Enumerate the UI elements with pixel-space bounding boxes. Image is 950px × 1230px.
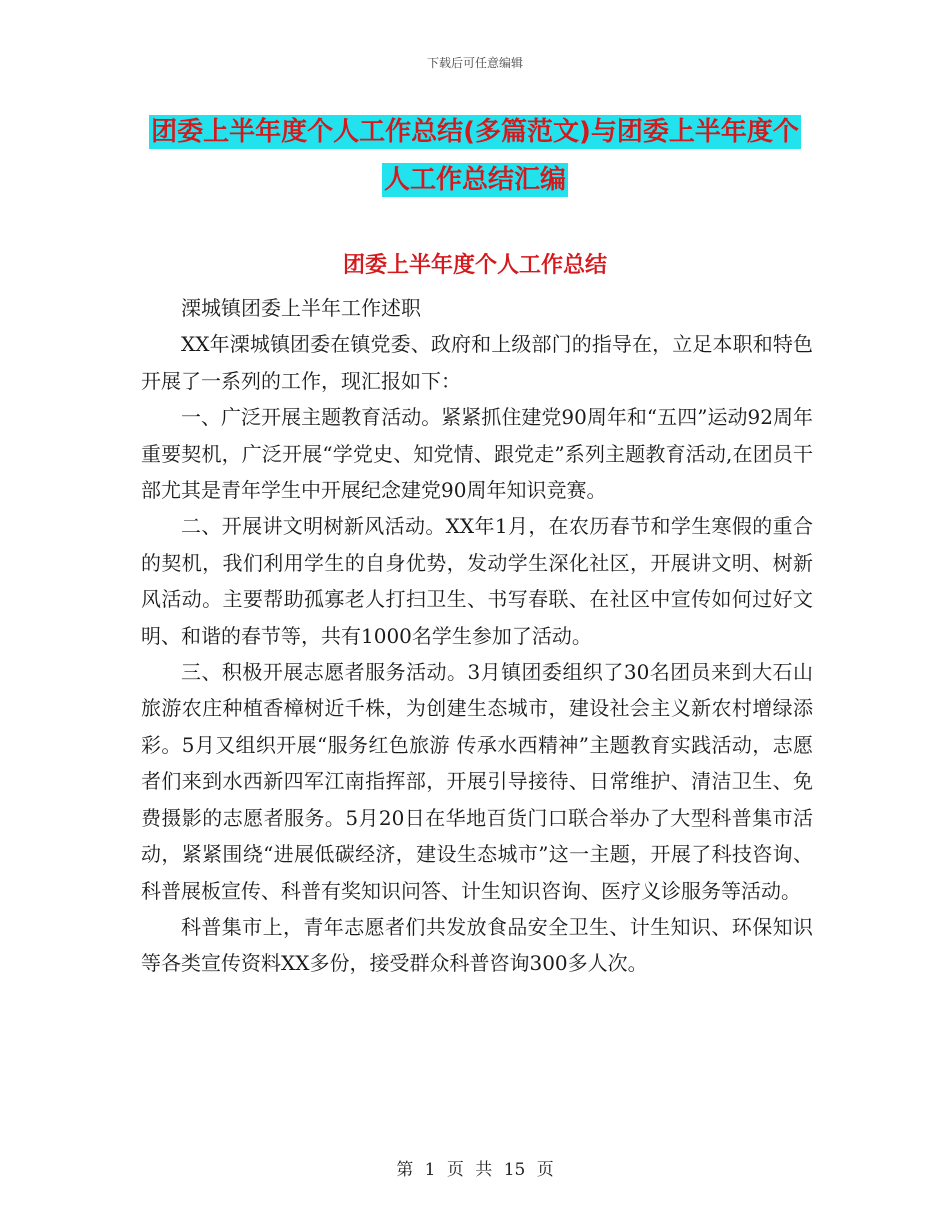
section-title: 团委上半年度个人工作总结 <box>342 253 607 278</box>
document-body <box>141 290 813 982</box>
header-note: 下载后可任意编辑 <box>426 56 523 70</box>
page-footer: 第 1 页 共 15 页 <box>396 1160 554 1180</box>
paragraph-intro-heading: 溧城镇团委上半年工作述职 <box>181 296 421 320</box>
paragraph-overview: XX年溧城镇团委在镇党委、政府和上级部门的指导在，立足本职和特色开展了一系列的工作，现汇报如下： <box>141 332 813 393</box>
paragraph-item-2: 二、开展讲文明树新风活动。XX年1月，在农历春节和学生寒假的重合的契机，我们利用学生的自身优势，发动学生深化社区，开展讲文明、树新风活动。主要帮助孤寡老人打扫卫生、书写春联、在社区中宣传如何过好文明、和谐的春节等，共有1000名学生参加了活动。 <box>141 514 813 648</box>
document-title-text: 团委上半年度个人工作总结(多篇范文)与团委上半年度个人工作总结汇编 <box>151 117 799 195</box>
paragraph-item-3: 三、积极开展志愿者服务活动。3月镇团委组织了30名团员来到大石山旅游农庄种植香樟树近千株，为创建生态城市，建设社会主义新农村增绿添彩。5月又组织开展“服务红色旅游 传承水西精神”主题教育实践活动，志愿者们来到水西新四军江南指挥部，开展引导接待、日常维护、清洁卫生、免费摄影的志愿者服务。5月20日在华地百货门口联合举办了大型科普集市活动，紧紧围绕“进展低碳经济，建设生态城市”这一主题，开展了科技咨询、科普展板宣传、科普有奖知识问答、计生知识咨询、医疗义诊服务等活动。 <box>141 660 813 903</box>
document-title <box>140 108 810 204</box>
paragraph-science-fair: 科普集市上，青年志愿者们共发放食品安全卫生、计生知识、环保知识等各类宣传资料XX多份，接受群众科普咨询300多人次。 <box>141 914 813 976</box>
paragraph-item-1: 一、广泛开展主题教育活动。紧紧抓住建党90周年和“五四”运动92周年重要契机，广泛开展“学党史、知党情、跟党走”系列主题教育活动,在团员干部尤其是青年学生中开展纪念建党90周年知识竞赛。 <box>141 405 813 503</box>
